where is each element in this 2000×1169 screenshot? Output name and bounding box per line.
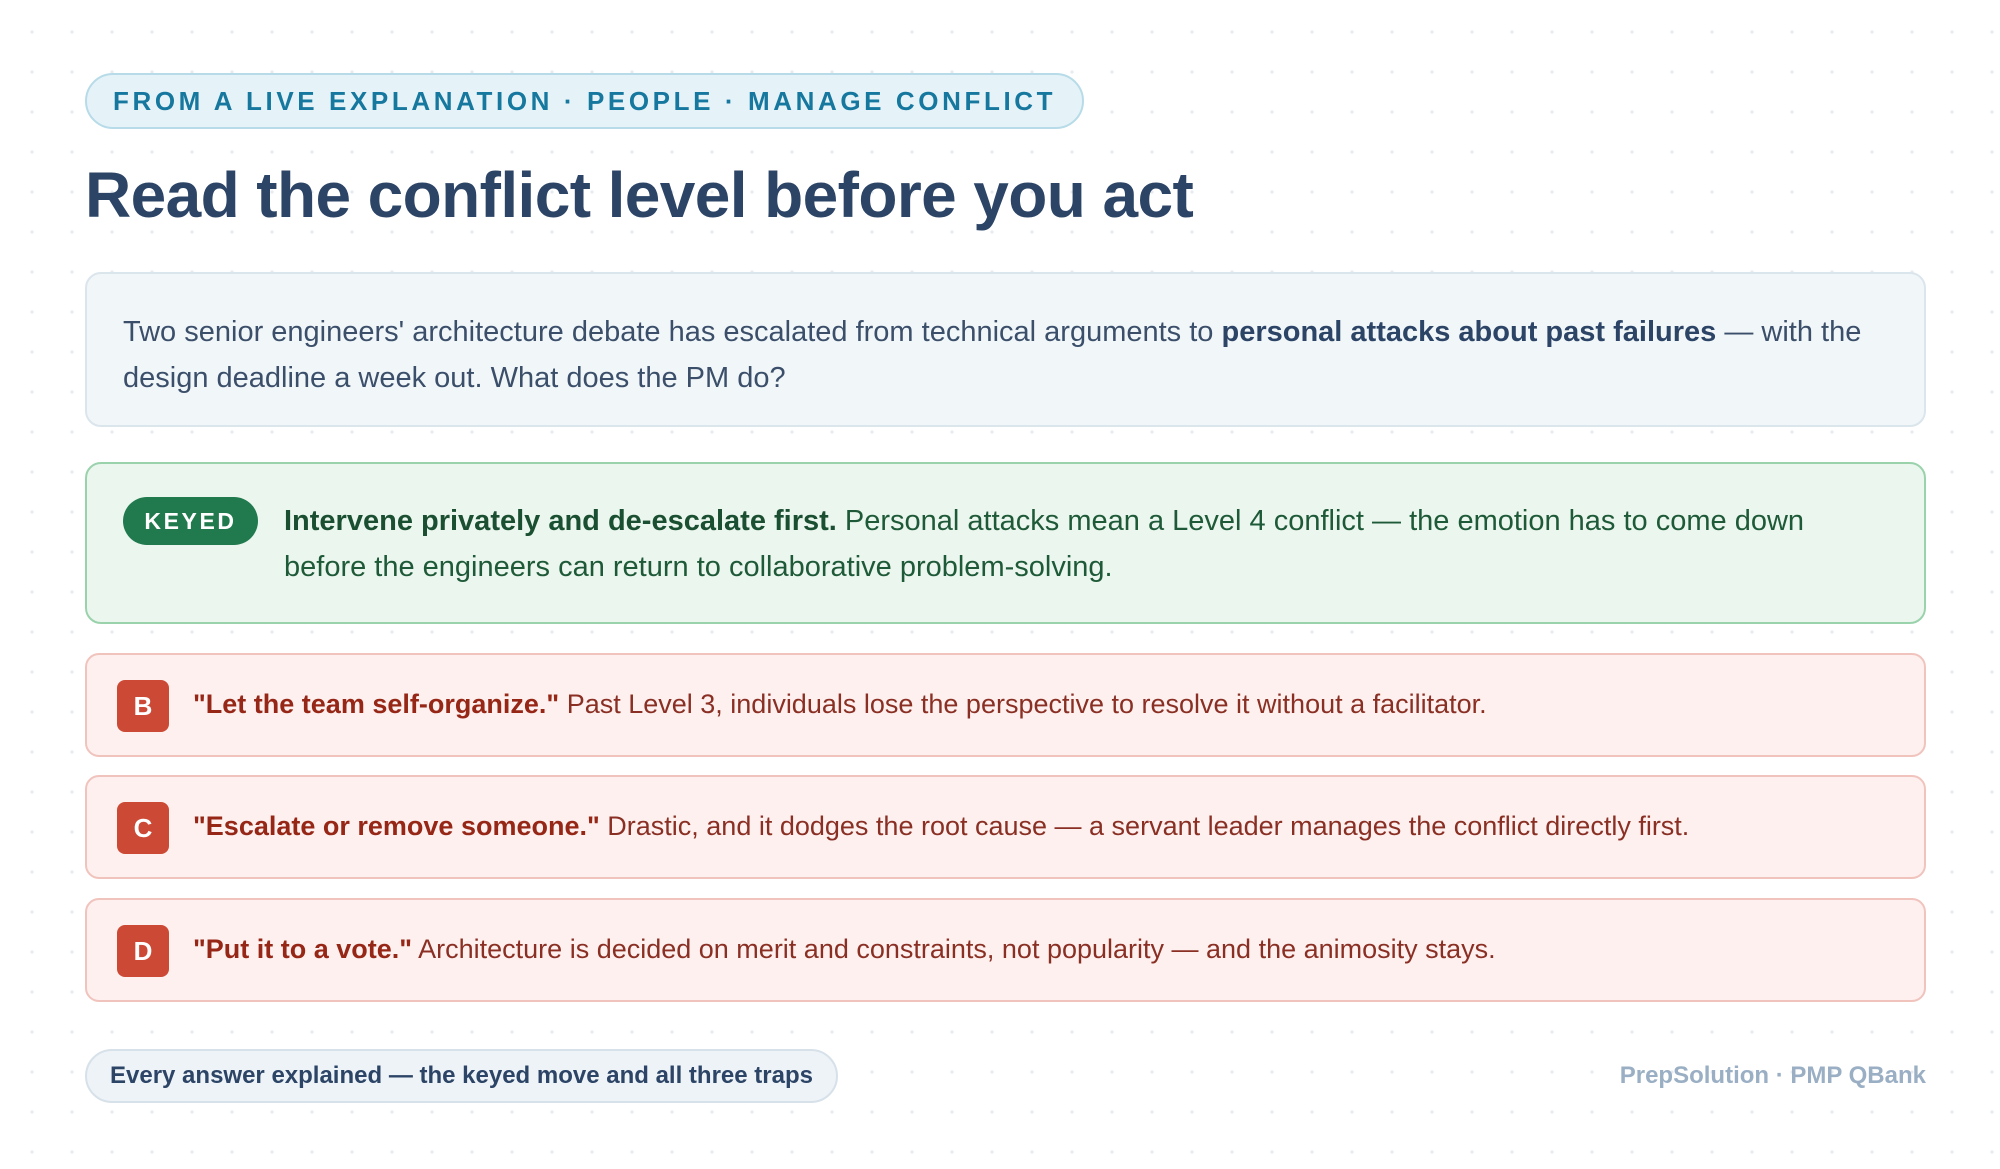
brand-label: PrepSolution · PMP QBank bbox=[1619, 1062, 1926, 1089]
question-lead: Two senior engineers' architecture debate has escalated from technical arguments to bbox=[123, 316, 1222, 348]
trap-card-d bbox=[85, 898, 1926, 1002]
footer-pill bbox=[85, 1049, 838, 1103]
trap-card-c bbox=[85, 775, 1926, 879]
trap-text bbox=[193, 684, 1894, 724]
trap-letter-badge: B bbox=[117, 680, 169, 732]
trap-body: Architecture is decided on merit and constraints, not popularity — and the animosity stays. bbox=[412, 934, 1496, 964]
trap-letter-badge: C bbox=[117, 802, 169, 854]
trap-quote: "Let the team self-organize." bbox=[193, 689, 560, 719]
keyed-body: Personal attacks mean a Level 4 conflict — the emotion has to come down before the engineers can return to collaborative problem-solving. bbox=[284, 505, 1805, 583]
question-emphasis: personal attacks about past failures bbox=[1221, 316, 1717, 348]
trap-text bbox=[193, 929, 1894, 969]
trap-body: Drastic, and it dodges the root cause — a servant leader manages the conflict directly first. bbox=[599, 811, 1690, 841]
question-card bbox=[85, 272, 1926, 427]
trap-letter-badge: D bbox=[117, 925, 169, 977]
question-tail: — with the design deadline a week out. What does the PM do? bbox=[123, 316, 1862, 394]
trap-quote: "Escalate or remove someone." bbox=[193, 811, 600, 841]
keyed-answer-card bbox=[85, 462, 1926, 624]
trap-text bbox=[193, 806, 1894, 846]
trap-body: Past Level 3, individuals lose the perspective to resolve it without a facilitator. bbox=[559, 689, 1487, 719]
trap-card-b bbox=[85, 653, 1926, 757]
topic-pill bbox=[85, 73, 1084, 129]
keyed-headline: Intervene privately and de-escalate first. bbox=[284, 505, 837, 537]
page-title: Read the conflict level before you act bbox=[85, 159, 1194, 231]
topic-pill-label: FROM A LIVE EXPLANATION · PEOPLE · MANAGE CONFLICT bbox=[113, 85, 1057, 116]
footer-pill-label: Every answer explained — the keyed move and all three traps bbox=[110, 1062, 813, 1089]
keyed-badge: KEYED bbox=[123, 497, 258, 545]
trap-quote: "Put it to a vote." bbox=[193, 934, 413, 964]
keyed-answer-text bbox=[284, 498, 1884, 590]
